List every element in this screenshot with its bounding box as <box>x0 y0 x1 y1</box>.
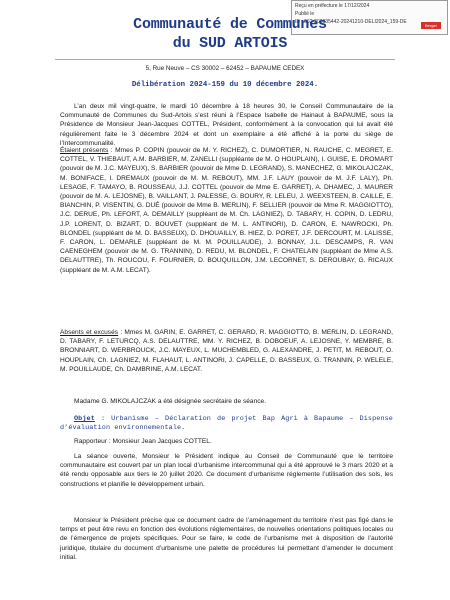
present-list: : Mmes P. COPIN (pouvoir de M. Y. RICHEZ), C. DUMORTIER, N. RAUCHE, C. MEGRET, E. COTTEL, V. THIEBAUT, A.M. BARBIER, M. ZANELLI (suppléante de M. O HOUPLAIN), I. GUISE, E. DROMART (pouvoir de M. J.C. MAYEUX), S. BARBIER (pouvoir de Mme D. LEGRAND), S. MANECHEZ, G. MIKOLAJCZAK, M. BONIFACE, I. DREMAUX (pouvoir de M. M. REBOUT), MM. J.F. LAUY (pouvoir de M. J.F. LALY), Ph. LESAGE, F. TAMAYO, B. ROUSSEAU, J.J. COTTEL (pouvoir de Mme E. GARRET), A. DHAMEC, J. MAURER (pouvoir de M. A. LEJOSNE), B. VAILLANT, J. PALESSE, G. BOURY, R. LELEU, J. WEEXSTEEN, B. CAILLE, E. BIANCHIN, P. VISENTIN, G. DUÉ (pouvoir de Mme B. MERLIN), F. SELLIER (pouvoir de Mme R. MAGGIOTTO), J.C. DERUE, Ph. LEFORT, A. DEMAILLY (suppléant de M. Ch. LAGNIEZ), D. TABARY, H. COPIN, D. LEDRU, J.P. LORENT, D. BIZART, D. BOUVET (suppléant de M. L. ANTINORI), D. CARON, E. NAWROCKI, Ph. BLONDEL (suppléant de M. D. BASSEUX), D. DHOUAILLY, B. HIEZ, D. PORET, J.F. DERCOURT, M. LALISSE, F. CARON, L. DEMARLE (suppléant de M. M. POUILLAUDE), J. BONNAY, J.L. DESCAMPS, R. VAN CAENEGHEM (pouvoir de M. G. TRANNIN), D. REDU, M. BLONDEL, F. CHATELAIN (suppléant de Mme A.S. DELAUTTRE), Th. ROUCOU, F. FOURNIER, D. BOUQUILLON, J.M. LECORNET, S. DEROUBAY, G. RICAUX (suppléant de M. A.M. LECAT). <box>60 147 393 274</box>
object-paragraph <box>60 415 393 433</box>
president-paragraph: Monsieur le Président précise que ce document cadre de l’aménagement du territoire n’est pas figé dans le temps et peut être revu en fonction des évolutions réglementaires, de nouvelles orientations politiques locales ou de l’émergence de projets spécifiques. Pour se faire, le code de l’urbanisme met à disposition de l’autorité juridique, titulaire du document d’urbanisme une palette de procédures lui permettant d’amender le document initial. <box>60 517 393 561</box>
intro-paragraph: L’an deux mil vingt-quatre, le mardi 10 décembre à 18 heures 30, le Conseil Communautaire de la Communauté de Communes du Sud-Artois s’est réuni à l’Espace Isabelle de Hainaut à BAPAUME, sous la Présidence de Monsieur Jean-Jacques COTTEL, Président, conformément à la convocation qui lui avait été régulièrement faite le 3 décembre 2024 et dont un exemplaire a été affiché à la porte du siège de l’Intercommunalité. <box>60 103 393 147</box>
title-line-2: du SUD ARTOIS <box>172 35 288 52</box>
postal-address: 5, Rue Neuve – CS 30002 – 62452 – BAPAUME CEDEX <box>145 65 305 72</box>
title-line-1: Communauté de Communes <box>133 16 327 33</box>
absent-members-paragraph <box>60 328 393 374</box>
object-label: Objet <box>74 415 95 423</box>
present-members-paragraph <box>60 146 393 275</box>
session-paragraph: La séance ouverte, Monsieur le Président indique au Conseil de Communauté que le territoire communautaire est couvert par un plan local d’urbanisme intercommunal qui a été approuvé le 3 mars 2020 et a été rendu opposable aux tiers le 20 juillet 2020. Ce document d’urbanisme réglemente l’utilisation des sols, les constructions et planifie le développement urbain. <box>60 453 393 488</box>
stamp-logo: Berger Levrault <box>421 22 441 29</box>
rapporteur-paragraph: Rapporteur : Monsieur Jean Jacques COTTEL. <box>74 438 212 445</box>
object-text: : Urbanisme – Déclaration de projet Bap Agri à Bapaume – Dispense d’évaluation environnementale. <box>60 415 393 433</box>
stamp-id: ID : 062-200035442-20241210-DELI2024_159-DE <box>295 19 407 25</box>
secretary-paragraph: Madame G. MIKOLAJCZAK a été désignée secrétaire de séance. <box>74 398 267 405</box>
absent-label: Absents et excusés <box>60 329 119 336</box>
stamp-published: Publié le <box>295 11 315 17</box>
absent-list: : Mmes M. GARIN, E. GARRET, C. GERARD, R. MAGGIOTTO, B. MERLIN, D. LEGRAND, D. TABARY, F. LETURCQ, A.S. DELAUTTRE, MM. Y. RICHEZ, B. DOBOEUF, A. LEJOSNE, Y. MEMBRE, B. BRONNIART, D. WERBROUCK, J.C. MAYEUX, L. MUCHEMBLED, G. ALEXANDRE, J. PETIT, M. REBOUT, O. HOUPLAIN, Ch. LAGNIEZ, M. FLAHAUT, L. ANTINORI, J. CAPELLE, D. BASSEUX, G. TRANNIN, P. WELELE, M. POUILLAUDE, Ch. DAMBRINE, A.M. LECAT. <box>60 329 393 373</box>
page-title <box>110 15 350 53</box>
stamp-received: Reçu en préfecture le 17/12/2024 <box>295 3 370 9</box>
deliberation-reference: Délibération 2024-159 du 10 décembre 2024. <box>131 81 319 89</box>
present-label: Étaient présents <box>60 147 109 154</box>
header-divider <box>55 59 395 60</box>
